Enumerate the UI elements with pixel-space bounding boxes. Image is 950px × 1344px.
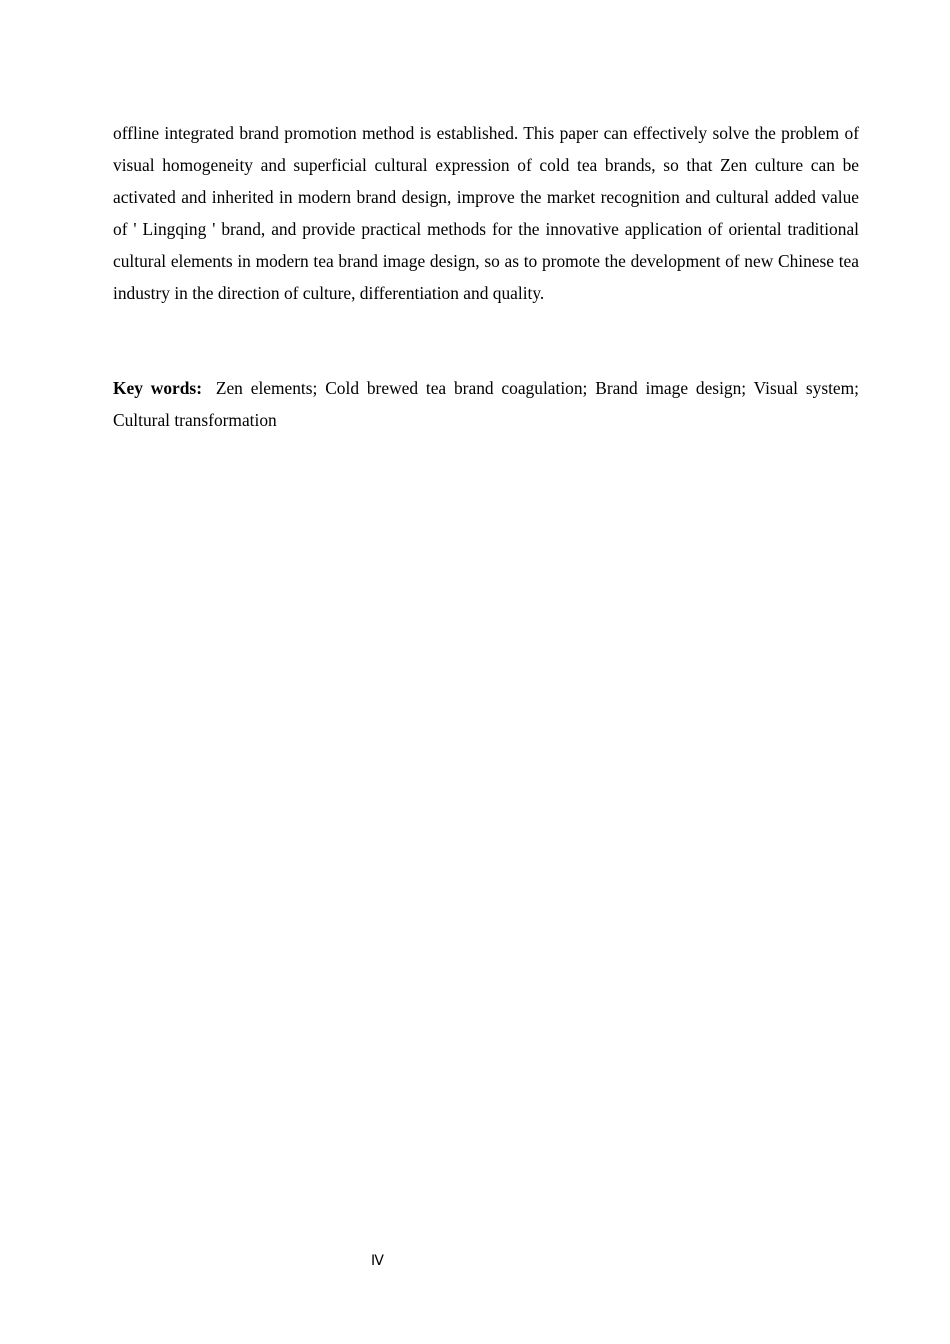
keywords-text: Zen elements; Cold brewed tea brand coagulation; Brand image design; Visual system; Cultural transformation xyxy=(113,378,859,430)
abstract-paragraph: offline integrated brand promotion method is established. This paper can effectively solve the problem of visual homogeneity and superficial cultural expression of cold tea brands, so that Zen culture can be activated and inherited in modern brand design, improve the market recognition and cultural added value of ' Lingqing ' brand, and provide practical methods for the innovative application of oriental traditional cultural elements in modern tea brand image design, so as to promote the development of new Chinese tea industry in the direction of culture, differentiation and quality. xyxy=(113,123,859,303)
keywords-separator: : xyxy=(196,378,202,398)
keywords-line xyxy=(113,372,859,436)
keywords-label: Key words xyxy=(113,378,197,398)
page-number: Ⅳ xyxy=(371,1252,384,1268)
